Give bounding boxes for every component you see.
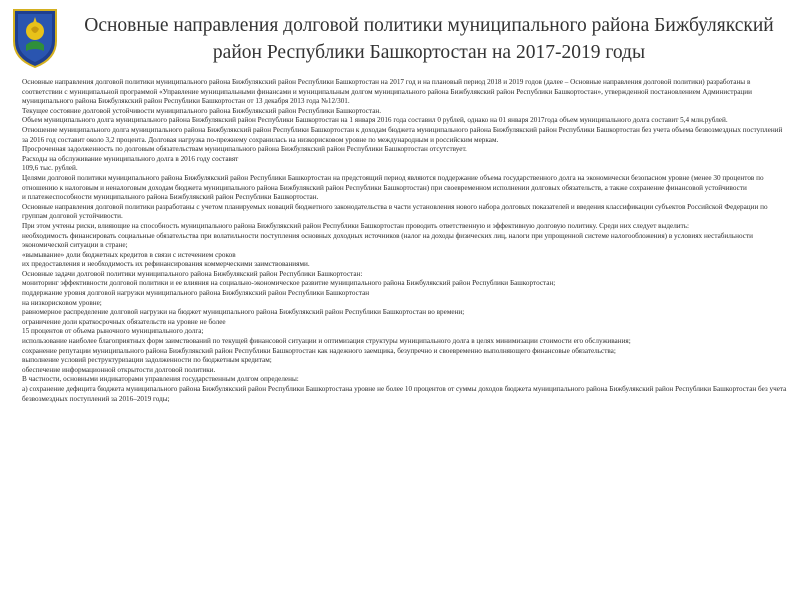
- paragraph: поддержание уровня долговой нагрузки муниципального района Бижбулякский район Республики Башкортостан: [22, 289, 370, 298]
- paragraph: равномерное распределение долговой нагрузки на бюджет муниципального района Бижбулякский район Республики Башкортостан во времени;: [22, 308, 465, 317]
- paragraph: Основные задачи долговой политики муниципального района Бижбулякский район Республики Башкортостан:: [22, 269, 363, 278]
- paragraph: 109,6 тыс. рублей.: [22, 164, 78, 173]
- paragraph: обеспечение информационной открытости долговой политики.: [22, 365, 216, 374]
- paragraph: В частности, основными индикаторами управления государственным долгом определены:: [22, 375, 299, 384]
- paragraph: «вымывание» доли бюджетных кредитов в связи с истечением сроков: [22, 250, 236, 259]
- paragraph: необходимость финансировать социальные обязательства при волатильности поступления основных доходных источников (налог на доходы физических лиц, налоги при упрощенной системе налогообложения) в условиях нестабильности экономической ситуации в стране;: [22, 231, 753, 250]
- paragraph: мониторинг эффективности долговой политики и ее влияния на социально-экономическое развитие муниципального района Бижбулякский район Республики Башкортостан;: [22, 279, 556, 288]
- paragraph: Объем муниципального долга муниципального района Бижбулякский район Республики Башкортостан на 1 января 2016 года составил 0 рублей, однако на 01 января 2017года объем муниципального долга составит 5,4 млн.рублей.: [22, 116, 728, 125]
- paragraph: Просроченная задолженность по долговым обязательствам муниципального района Бижбулякский район Республики Башкортостан отсутствует.: [22, 145, 467, 154]
- paragraph: ограничение доли краткосрочных обязательств на уровне не более: [22, 317, 226, 326]
- paragraph: и платежеспособности муниципального района Бижбулякский район Республики Башкортостан.: [22, 193, 319, 202]
- paragraph: Целями долговой политики муниципального района Бижбулякский район Республики Башкортостан на предстоящий период являются поддержание объема государственного долга на экономически безопасном уровне (менее 30 процентов по отношению к налоговым и неналоговым доходам бюджета муниципального района Бижбулякский район Республики Башкортостан) при своевременном исполнении долговых обязательств, а также сохранение финансовой устойчивости: [22, 173, 764, 192]
- paragraph: Основные направления долговой политики муниципального района Бижбулякский район Республики Башкортостан на 2017 год и на плановый период 2018 и 2019 годов (далее – Основные направления долговой политики) разработаны в соответствии с муниципальной программой «Управление муниципальными финансами и муниципальным долгом муниципального района Бижбулякский район Республики Башкортостан», утвержденной постановлением Администрации муниципального района Бижбулякский район Республики Башкортостан от 13 декабря 2013 года №12/301.: [22, 78, 752, 106]
- paragraph: сохранение репутации муниципального района Бижбулякский район Республики Башкортостан как надежного заемщика, безупречно и своевременно выполняющего финансовые обязательства;: [22, 346, 616, 355]
- paragraph: При этом учтены риски, влияющие на способность муниципального района Бижбулякский район Республики Башкортостан проводить ответственную и эффективную долговую политику. Среди них следует выделить:: [22, 221, 690, 230]
- slide-title: Основные направления долговой политики муниципального района Бижбулякский район Республики Башкортостан на 2017-2019 годы: [84, 15, 774, 63]
- paragraph: на низкорисковом уровне;: [22, 298, 102, 307]
- paragraph: Отношение муниципального долга муниципального района Бижбулякский район Республики Башкортостан к доходам бюджета муниципального района Бижбулякский район Республики Башкортостан без учета объема безвозмездных поступлений за 2016 год составит около 3,2 процента. Долговая нагрузка по-прежнему сохранилась на низкорисковом уровне по международным и российским меркам.: [22, 125, 783, 144]
- paragraph: использование наиболее благоприятных форм заимствований по текущей финансовой ситуации и оптимизация структуры муниципального долга в целях минимизации стоимости его обслуживания;: [22, 337, 631, 346]
- paragraph: выполнение условий реструктуризации задолженности по бюджетным кредитам;: [22, 356, 272, 365]
- paragraph: Основные направления долговой политики разработаны с учетом планируемых новаций бюджетного законодательства в части установления нового набора долговых показателей и введения классификации субъектов Российской Федерации по группам долговой устойчивости.: [22, 202, 768, 221]
- paragraph: а) сохранение дефицита бюджета муниципального района Бижбулякский район Республики Башкортостана уровне не более 10 процентов от суммы доходов бюджета муниципального района Бижбулякский район Республики Башкортостан без учета безвозмездных поступлений за 2016–2019 годы;: [22, 385, 787, 403]
- paragraph: Расходы на обслуживание муниципального долга в 2016 году составят: [22, 154, 239, 163]
- paragraph: их предоставления и необходимость их рефинансирования коммерческими заимствованиями.: [22, 260, 310, 269]
- coat-of-arms-icon: [10, 7, 60, 69]
- paragraph: Текущее состояние долговой устойчивости муниципального района Бижбулякский район Республики Башкортостан.: [22, 106, 382, 115]
- document-body: [22, 78, 787, 404]
- paragraph: 15 процентов от объема рыночного муниципального долга;: [22, 327, 204, 336]
